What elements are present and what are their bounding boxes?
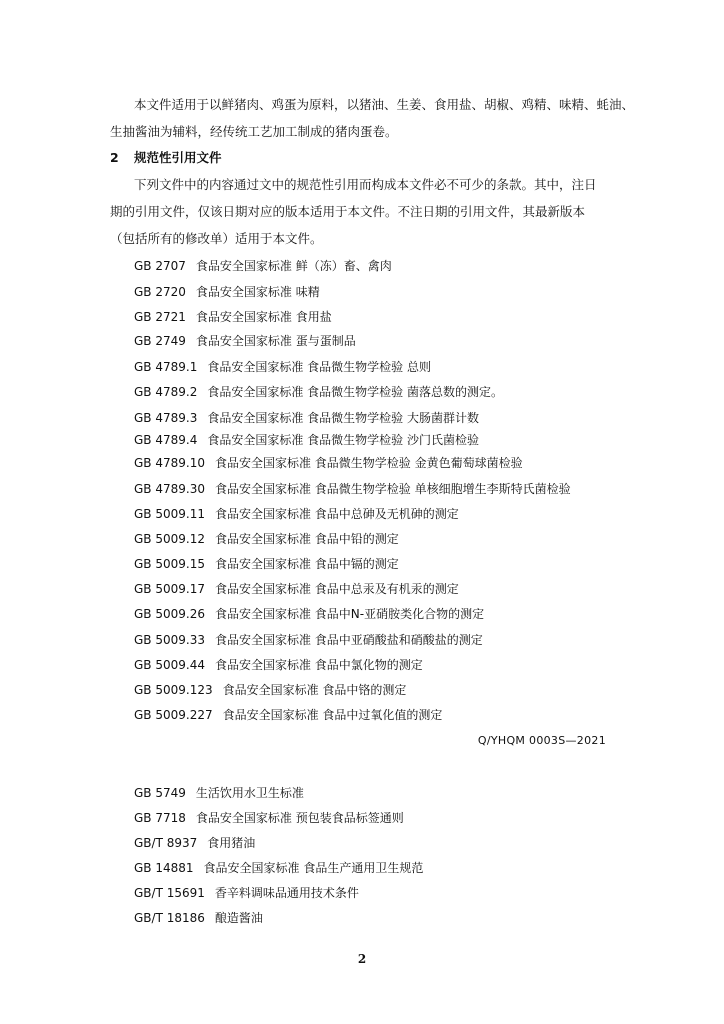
ref-code: GB 5009.44 xyxy=(134,658,205,672)
ref-code: GB/T 15691 xyxy=(134,886,205,900)
ref-item xyxy=(134,284,320,300)
ref-code: GB 5749 xyxy=(134,786,186,800)
ref-title: 食品安全国家标准 食品微生物学检验 总则 xyxy=(207,360,431,374)
ref-code: GB 4789.2 xyxy=(134,385,198,399)
ref-title: 食品安全国家标准 食品微生物学检验 大肠菌群计数 xyxy=(207,411,479,425)
ref-title: 食品安全国家标准 预包装食品标签通则 xyxy=(195,811,404,825)
ref-code: GB 5009.15 xyxy=(134,557,205,571)
ref-code: GB 5009.26 xyxy=(134,607,205,621)
document-id: Q/YHQM 0003S—2021 xyxy=(477,734,606,747)
ref-title: 食品安全国家标准 食品中亚硝酸盐和硝酸盐的测定 xyxy=(214,633,483,647)
ref-code: GB 4789.10 xyxy=(134,456,205,470)
ref-title: 香辛料调味品通用技术条件 xyxy=(214,886,359,900)
ref-code: GB/T 18186 xyxy=(134,911,205,925)
ref-code: GB 5009.11 xyxy=(134,507,205,521)
ref-title: 食品安全国家标准 食品中铅的测定 xyxy=(214,532,399,546)
ref-item xyxy=(134,785,304,801)
ref-title: 食品安全国家标准 食品生产通用卫生规范 xyxy=(203,861,424,875)
ref-title: 食品安全国家标准 蛋与蛋制品 xyxy=(195,334,356,348)
ref-title: 食品安全国家标准 食品中铬的测定 xyxy=(222,683,407,697)
ref-title: 食品安全国家标准 食品中N-亚硝胺类化合物的测定 xyxy=(214,607,485,621)
ref-code: GB 14881 xyxy=(134,861,194,875)
section-title: 规范性引用文件 xyxy=(134,150,222,165)
ref-item xyxy=(134,309,332,325)
ref-item xyxy=(134,910,263,926)
ref-title: 食品安全国家标准 鲜（冻）畜、禽肉 xyxy=(195,259,392,273)
section-heading xyxy=(110,150,222,166)
ref-code: GB 4789.30 xyxy=(134,482,205,496)
ref-code: GB 2707 xyxy=(134,259,186,273)
intro-line-1: 本文件适用于以鲜猪肉、鸡蛋为原料，以猪油、生姜、食用盐、胡椒、鸡精、味精、蚝油、 xyxy=(134,97,635,112)
ref-code: GB 2749 xyxy=(134,334,186,348)
section-para-line-2: 期的引用文件，仅该日期对应的版本适用于本文件。不注日期的引用文件，其最新版本 xyxy=(110,204,586,219)
ref-title: 食品安全国家标准 食品微生物学检验 沙门氏菌检验 xyxy=(207,433,479,447)
ref-item xyxy=(134,606,484,622)
ref-title: 食品安全国家标准 食品微生物学检验 金黄色葡萄球菌检验 xyxy=(214,456,523,470)
ref-title: 食品安全国家标准 食品微生物学检验 菌落总数的测定。 xyxy=(207,385,503,399)
ref-code: GB 7718 xyxy=(134,811,186,825)
ref-item xyxy=(134,359,431,375)
ref-code: GB 5009.227 xyxy=(134,708,213,722)
intro-line-2: 生抽酱油为辅料，经传统工艺加工制成的猪肉蛋卷。 xyxy=(110,124,398,139)
page-number: 2 xyxy=(357,952,367,966)
ref-title: 生活饮用水卫生标准 xyxy=(195,786,304,800)
ref-item xyxy=(134,506,459,522)
ref-title: 食品安全国家标准 食品中氯化物的测定 xyxy=(214,658,423,672)
ref-item xyxy=(134,707,442,723)
ref-title: 食品安全国家标准 食品中镉的测定 xyxy=(214,557,399,571)
ref-code: GB/T 8937 xyxy=(134,836,198,850)
ref-code: GB 4789.4 xyxy=(134,433,198,447)
ref-title: 食品安全国家标准 食品中总汞及有机汞的测定 xyxy=(214,582,459,596)
ref-code: GB 5009.17 xyxy=(134,582,205,596)
ref-code: GB 4789.3 xyxy=(134,411,198,425)
ref-item xyxy=(134,333,356,349)
ref-item xyxy=(134,885,359,901)
section-para-line-3: （包括所有的修改单）适用于本文件。 xyxy=(110,231,323,246)
ref-code: GB 5009.12 xyxy=(134,532,205,546)
ref-title: 食品安全国家标准 食品中总砷及无机砷的测定 xyxy=(214,507,459,521)
ref-title: 食用猪油 xyxy=(207,836,256,850)
ref-item xyxy=(134,556,399,572)
ref-item xyxy=(134,682,406,698)
ref-item xyxy=(134,410,479,426)
ref-item xyxy=(134,835,255,851)
ref-item xyxy=(134,810,404,826)
ref-code: GB 2721 xyxy=(134,310,186,324)
ref-item xyxy=(134,581,459,597)
ref-item xyxy=(134,481,571,497)
section-number: 2 xyxy=(110,150,119,165)
section-para-line-1: 下列文件中的内容通过文中的规范性引用而构成本文件必不可少的条款。其中，注日 xyxy=(134,177,597,192)
ref-title: 食品安全国家标准 食用盐 xyxy=(195,310,332,324)
ref-item xyxy=(134,632,483,648)
ref-item xyxy=(134,455,523,471)
ref-code: GB 4789.1 xyxy=(134,360,198,374)
ref-item xyxy=(134,531,399,547)
ref-item xyxy=(134,860,423,876)
ref-title: 食品安全国家标准 食品微生物学检验 单核细胞增生李斯特氏菌检验 xyxy=(214,482,571,496)
ref-item xyxy=(134,384,503,400)
ref-code: GB 5009.33 xyxy=(134,633,205,647)
ref-item xyxy=(134,657,423,673)
ref-title: 食品安全国家标准 食品中过氧化值的测定 xyxy=(222,708,443,722)
ref-title: 酿造酱油 xyxy=(214,911,263,925)
ref-item xyxy=(134,432,479,448)
ref-code: GB 5009.123 xyxy=(134,683,213,697)
ref-code: GB 2720 xyxy=(134,285,186,299)
ref-title: 食品安全国家标准 味精 xyxy=(195,285,320,299)
ref-item xyxy=(134,258,392,274)
